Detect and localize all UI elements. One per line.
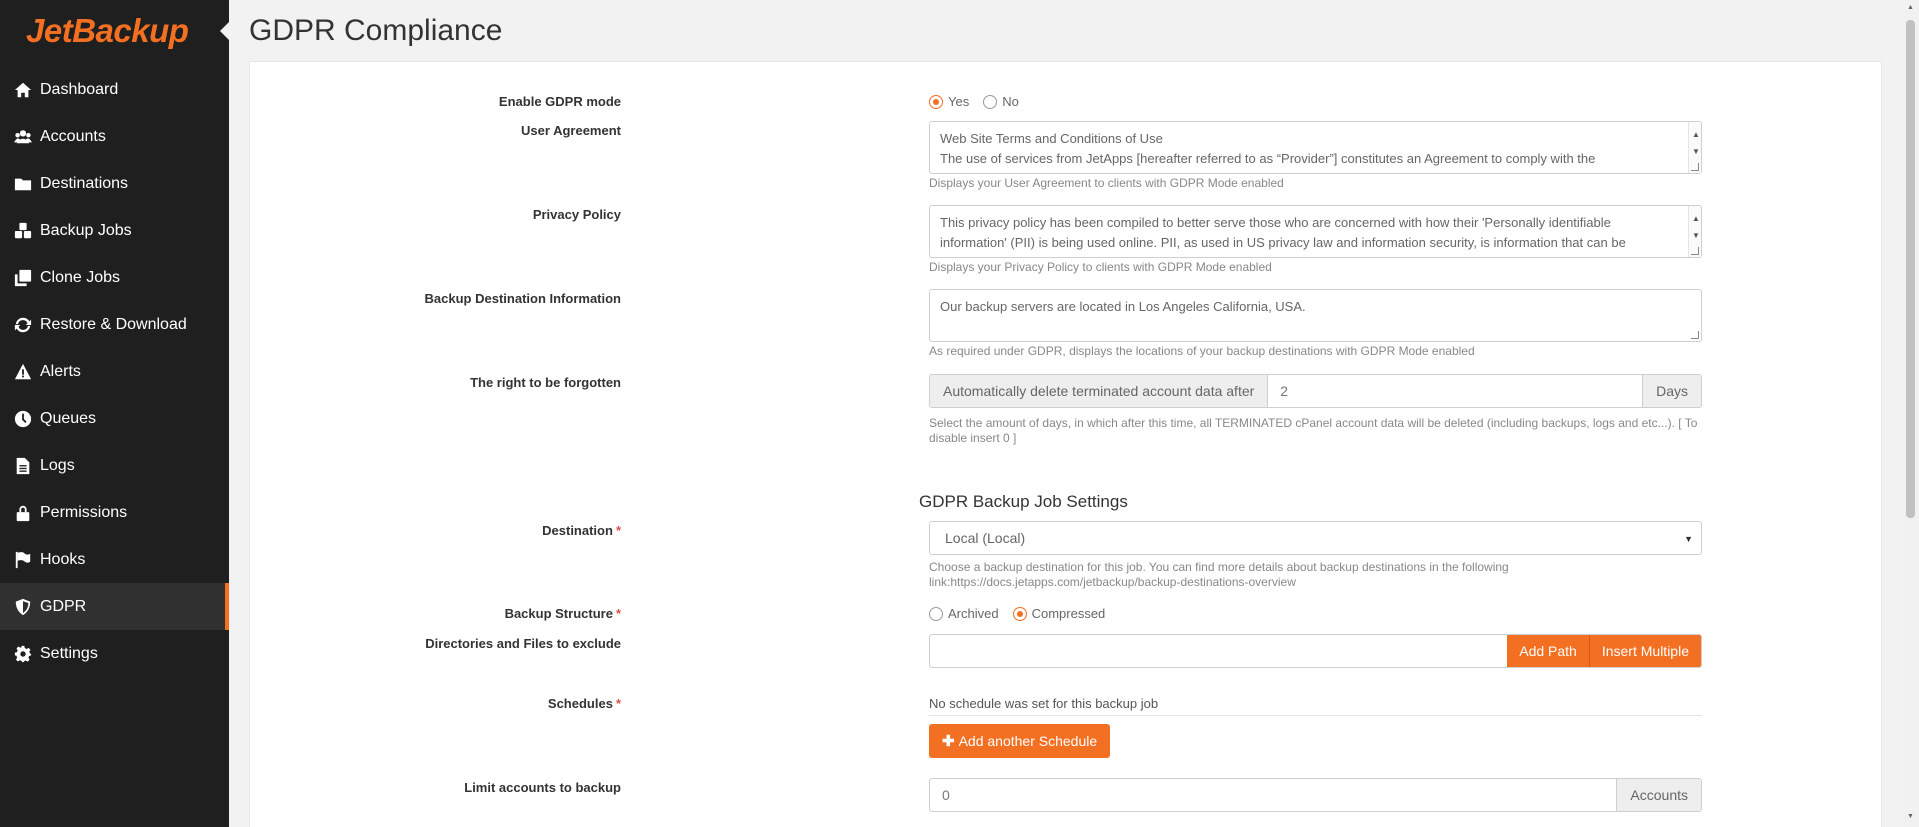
backup-structure-compressed[interactable] — [1013, 606, 1106, 621]
warning-icon — [14, 363, 32, 381]
radio-unchecked-icon[interactable] — [929, 607, 943, 621]
sidebar-item-clone-jobs[interactable] — [0, 254, 229, 301]
sidebar-item-label: Queues — [40, 409, 97, 427]
backup-job-settings-title: GDPR Backup Job Settings — [919, 492, 1128, 511]
add-schedule-button[interactable] — [929, 724, 1110, 758]
clone-icon — [14, 269, 32, 287]
radio-checked-icon[interactable] — [929, 95, 943, 109]
backup-structure-label-text: Backup Structure — [504, 606, 613, 621]
jetbackup-logo[interactable]: JetBackup — [26, 12, 189, 49]
sidebar-item-label: Settings — [40, 644, 98, 662]
sidebar — [0, 0, 229, 827]
add-path-button[interactable]: Add Path — [1507, 635, 1590, 667]
home-icon — [14, 81, 32, 99]
privacy-policy-line: This privacy policy has been compiled to better serve those who are concerned with how their 'Personally identifiable — [940, 215, 1611, 230]
limit-accounts-label: Limit accounts to backup — [464, 780, 621, 795]
schedules-label — [548, 696, 621, 711]
sidebar-item-label: Logs — [40, 456, 75, 474]
exclude-label: Directories and Files to exclude — [425, 636, 621, 651]
sidebar-item-settings[interactable] — [0, 630, 229, 677]
resize-handle-icon[interactable] — [1691, 331, 1699, 339]
schedules-label-text: Schedules — [547, 696, 613, 711]
sidebar-item-label: Clone Jobs — [40, 268, 121, 286]
gdpr-mode-yes-label: Yes — [948, 94, 970, 109]
gdpr-mode-yes[interactable] — [929, 94, 969, 109]
sidebar-item-label: Restore & Download — [40, 315, 187, 333]
sidebar-item-hooks[interactable] — [0, 536, 229, 583]
scroll-up-icon[interactable]: ▲ — [1907, 4, 1914, 11]
sidebar-item-backup-jobs[interactable] — [0, 207, 229, 254]
sidebar-item-alerts[interactable] — [0, 348, 229, 395]
no-schedule-text: No schedule was set for this backup job — [929, 696, 1702, 716]
gdpr-mode-radio-group — [929, 94, 1033, 109]
plus-icon: ✚ — [942, 733, 955, 750]
gear-icon — [14, 645, 32, 663]
backup-destination-info-value: Our backup servers are located in Los Angeles California, USA. — [940, 299, 1306, 314]
accounts-addon: Accounts — [1616, 779, 1701, 811]
days-addon: Days — [1642, 375, 1701, 407]
backup-destination-info-label: Backup Destination Information — [424, 291, 621, 306]
backup-structure-archived[interactable] — [929, 606, 999, 621]
sidebar-item-permissions[interactable] — [0, 489, 229, 536]
scrollbar-thumb[interactable] — [1906, 20, 1915, 518]
page-title: GDPR Compliance — [249, 14, 503, 47]
limit-accounts-input-group — [929, 778, 1702, 812]
flag-icon — [14, 551, 32, 569]
required-mark: * — [615, 696, 621, 711]
sidebar-item-accounts[interactable] — [0, 113, 229, 160]
user-agreement-textarea[interactable] — [929, 121, 1702, 174]
required-mark: * — [615, 523, 621, 538]
privacy-policy-textarea[interactable] — [929, 205, 1702, 258]
refresh-icon — [14, 316, 32, 334]
sidebar-item-label: Alerts — [40, 362, 81, 380]
add-schedule-label: Add another Schedule — [958, 733, 1098, 749]
scroll-up-icon[interactable]: ▲ — [1692, 214, 1700, 223]
sidebar-item-queues[interactable] — [0, 395, 229, 442]
delete-after-addon: Automatically delete terminated account data after — [930, 375, 1268, 407]
sidebar-item-dashboard[interactable] — [0, 66, 229, 113]
destination-selected-value: Local (Local) — [945, 530, 1026, 546]
scroll-up-icon[interactable]: ▲ — [1692, 130, 1700, 139]
right-to-be-forgotten-input-group — [929, 374, 1702, 408]
resize-handle-icon[interactable] — [1691, 247, 1699, 255]
sidebar-item-gdpr[interactable] — [0, 583, 229, 630]
user-agreement-label: User Agreement — [521, 123, 621, 138]
limit-accounts-input[interactable]: 0 — [942, 787, 950, 803]
lock-icon — [14, 504, 32, 522]
gdpr-mode-no-label: No — [1002, 94, 1019, 109]
sidebar-item-label: Hooks — [40, 550, 86, 568]
file-icon — [14, 457, 32, 475]
destination-label-text: Destination — [542, 523, 613, 538]
user-agreement-line: Web Site Terms and Conditions of Use — [940, 131, 1163, 146]
resize-handle-icon[interactable] — [1691, 163, 1699, 171]
sidebar-nav — [0, 66, 229, 677]
sidebar-item-restore-download[interactable] — [0, 301, 229, 348]
right-to-be-forgotten-help: Select the amount of days, in which after this time, all TERMINATED cPanel account data will be deleted (including backups, logs and etc...). [ To disable insert 0 ] — [929, 416, 1698, 445]
page-scrollbar[interactable] — [1902, 0, 1919, 827]
scroll-down-icon[interactable]: ▼ — [1692, 147, 1700, 156]
shield-icon — [14, 598, 32, 616]
destination-select[interactable] — [929, 521, 1702, 555]
gdpr-mode-label: Enable GDPR mode — [498, 94, 621, 109]
backup-structure-label — [505, 606, 621, 621]
gdpr-mode-no[interactable] — [983, 94, 1019, 109]
scroll-down-icon[interactable]: ▼ — [1692, 231, 1700, 240]
clock-icon — [14, 410, 32, 428]
destination-label — [542, 523, 621, 538]
sidebar-item-label: GDPR — [40, 597, 87, 615]
user-agreement-line: The use of services from JetApps [hereafter referred to as “Provider”] constitutes an Agreement to comply with the — [940, 151, 1596, 166]
radio-checked-icon[interactable] — [1013, 607, 1027, 621]
sidebar-item-label: Backup Jobs — [40, 221, 132, 239]
radio-unchecked-icon[interactable] — [983, 95, 997, 109]
exclude-input-group — [929, 634, 1702, 668]
privacy-policy-line: information' (PII) is being used online. PII, as used in US privacy law and information security, is information that can be — [940, 235, 1626, 250]
required-mark: * — [615, 606, 621, 621]
compressed-label: Compressed — [1031, 606, 1106, 621]
archived-label: Archived — [948, 606, 999, 621]
folder-icon — [14, 175, 32, 193]
insert-multiple-button[interactable]: Insert Multiple — [1590, 635, 1701, 667]
users-icon — [14, 128, 32, 146]
backup-structure-radio-group — [929, 606, 1119, 621]
privacy-policy-label: Privacy Policy — [532, 207, 621, 222]
privacy-policy-help: Displays your Privacy Policy to clients with GDPR Mode enabled — [929, 260, 1272, 274]
scroll-down-icon[interactable]: ▼ — [1907, 813, 1914, 820]
right-to-be-forgotten-label: The right to be forgotten — [470, 375, 621, 390]
exclude-path-input[interactable] — [930, 635, 1507, 667]
sidebar-item-destinations[interactable] — [0, 160, 229, 207]
chevron-down-icon: ▼ — [1684, 534, 1693, 544]
destination-help: Choose a backup destination for this job. You can find more details about backup destinations in the following link:https://docs.jetapps.com/jetbackup/backup-destinations-overview — [929, 560, 1509, 589]
user-agreement-help: Displays your User Agreement to clients with GDPR Mode enabled — [929, 176, 1284, 190]
backup-destination-info-help: As required under GDPR, displays the locations of your backup destinations with GDPR Mode enabled — [929, 344, 1475, 358]
sidebar-item-label: Destinations — [40, 174, 129, 192]
sidebar-item-label: Dashboard — [40, 80, 119, 98]
gdpr-settings-panel — [249, 61, 1882, 827]
sidebar-pointer — [220, 22, 229, 40]
sidebar-item-label: Accounts — [40, 127, 106, 145]
backup-destination-info-textarea[interactable] — [929, 289, 1702, 342]
sidebar-item-label: Permissions — [40, 503, 128, 521]
cubes-icon — [14, 222, 32, 240]
sidebar-item-logs[interactable] — [0, 442, 229, 489]
days-input[interactable]: 2 — [1280, 383, 1289, 399]
